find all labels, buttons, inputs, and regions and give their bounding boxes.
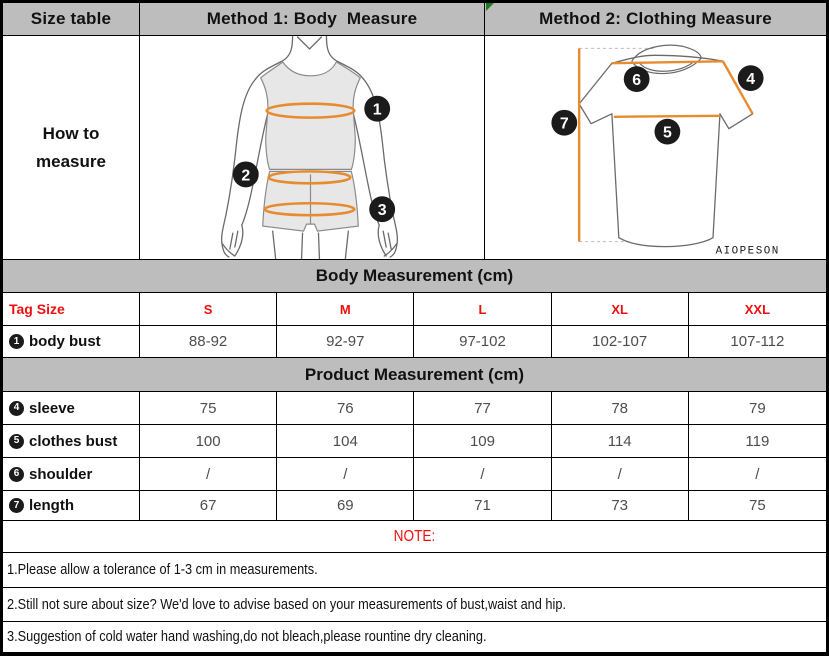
svg-text:1: 1 [372,101,382,119]
value-cell: 71 [414,491,551,520]
svg-text:7: 7 [559,115,569,133]
circled-number-icon: 6 [9,467,24,482]
note-item-1 [3,553,826,588]
note-text: 2.Still not sure about size? We'd love to advise based on your measurements of bust,waist and hip. [7,596,566,613]
method2-header-label: Method 2: Clothing Measure [539,9,772,28]
value-cell: 109 [414,425,551,457]
tshirt-outline [579,55,752,246]
note-text: 1.Please allow a tolerance of 1-3 cm in measurements. [7,562,318,578]
size-col-l: L [414,293,551,325]
table-row-shoulder [3,458,826,491]
size-col-m: M [277,293,414,325]
table-row-length [3,491,826,521]
circled-number-icon: 7 [9,498,24,513]
marker-clothes-bust [655,119,681,145]
svg-text:4: 4 [746,71,756,89]
row-label-text: clothes bust [29,432,118,450]
tshirt-illustration [485,36,826,259]
value-cell: / [552,458,689,490]
value-cell: 75 [749,497,766,514]
brand-label: AIOPESON [715,245,780,258]
table-row-clothes-bust [3,425,826,458]
value-cell: 114 [552,425,689,457]
method1-header: Method 1: Body Measure [140,3,485,35]
value-cell: 75 [140,392,277,424]
value-cell: 69 [277,491,414,520]
note-item-3 [3,622,826,653]
value-cell: / [414,458,551,490]
clothing-measure-illustration [485,36,826,259]
marker-waist [233,161,259,187]
circled-number-icon: 5 [9,434,24,449]
row-label-sleeve [3,392,140,424]
cell-flag-icon [486,3,494,11]
top-header-row [3,3,826,36]
marker-hip [369,196,395,222]
illustration-row [3,36,826,260]
size-header-row [3,293,826,326]
note-item-2 [3,588,826,622]
marker-shoulder [624,66,650,92]
value-cell: 102-107 [552,326,689,357]
how-to-measure-label: How to measure [3,36,140,259]
value-cell: 92-97 [277,326,414,357]
value-cell: / [755,465,760,483]
size-col-xl: XL [552,293,689,325]
row-label-clothes-bust [3,425,140,457]
value-cell: 104 [277,425,414,457]
value-cell: 77 [414,392,551,424]
row-label-shoulder [3,458,140,490]
body-figure-illustration [140,36,484,259]
row-label-text: sleeve [29,399,75,417]
value-cell: 107-112 [730,333,785,350]
method2-header [485,3,826,35]
marker-bust [364,96,390,122]
table-row-sleeve [3,392,826,425]
row-label-text: shoulder [29,465,93,483]
size-table-header: Size table [3,3,140,35]
size-col-s: S [140,293,277,325]
body-measurement-title: Body Measurement (cm) [3,260,826,293]
product-measurement-title: Product Measurement (cm) [3,358,826,392]
table-row-body-bust [3,326,826,358]
row-label-body-bust [3,326,140,357]
svg-text:6: 6 [632,72,642,90]
value-cell: 119 [745,432,770,450]
circled-number-icon: 1 [9,334,24,349]
tag-size-label: Tag Size [3,293,140,325]
marker-length [551,110,577,136]
svg-text:3: 3 [377,202,387,220]
note-title-row [3,521,826,553]
value-cell: 76 [277,392,414,424]
row-label-text: body bust [29,333,101,350]
value-cell: 67 [140,491,277,520]
note-text: 3.Suggestion of cold water hand washing,do not bleach,please rountine dry cleaning. [7,629,487,645]
value-cell: / [140,458,277,490]
marker-sleeve [738,65,764,91]
value-cell: 78 [552,392,689,424]
value-cell: 88-92 [140,326,277,357]
row-label-text: length [29,497,74,514]
svg-text:5: 5 [662,124,672,142]
row-label-length [3,491,140,520]
value-cell: 97-102 [414,326,551,357]
circled-number-icon: 4 [9,401,24,416]
body-measure-illustration [140,36,485,259]
size-col-xxl: XXL [744,301,771,317]
svg-text:2: 2 [241,167,251,185]
value-cell: 73 [552,491,689,520]
value-cell: 79 [749,399,766,417]
value-cell: 100 [140,425,277,457]
value-cell: / [277,458,414,490]
note-title: NOTE: [393,527,436,545]
